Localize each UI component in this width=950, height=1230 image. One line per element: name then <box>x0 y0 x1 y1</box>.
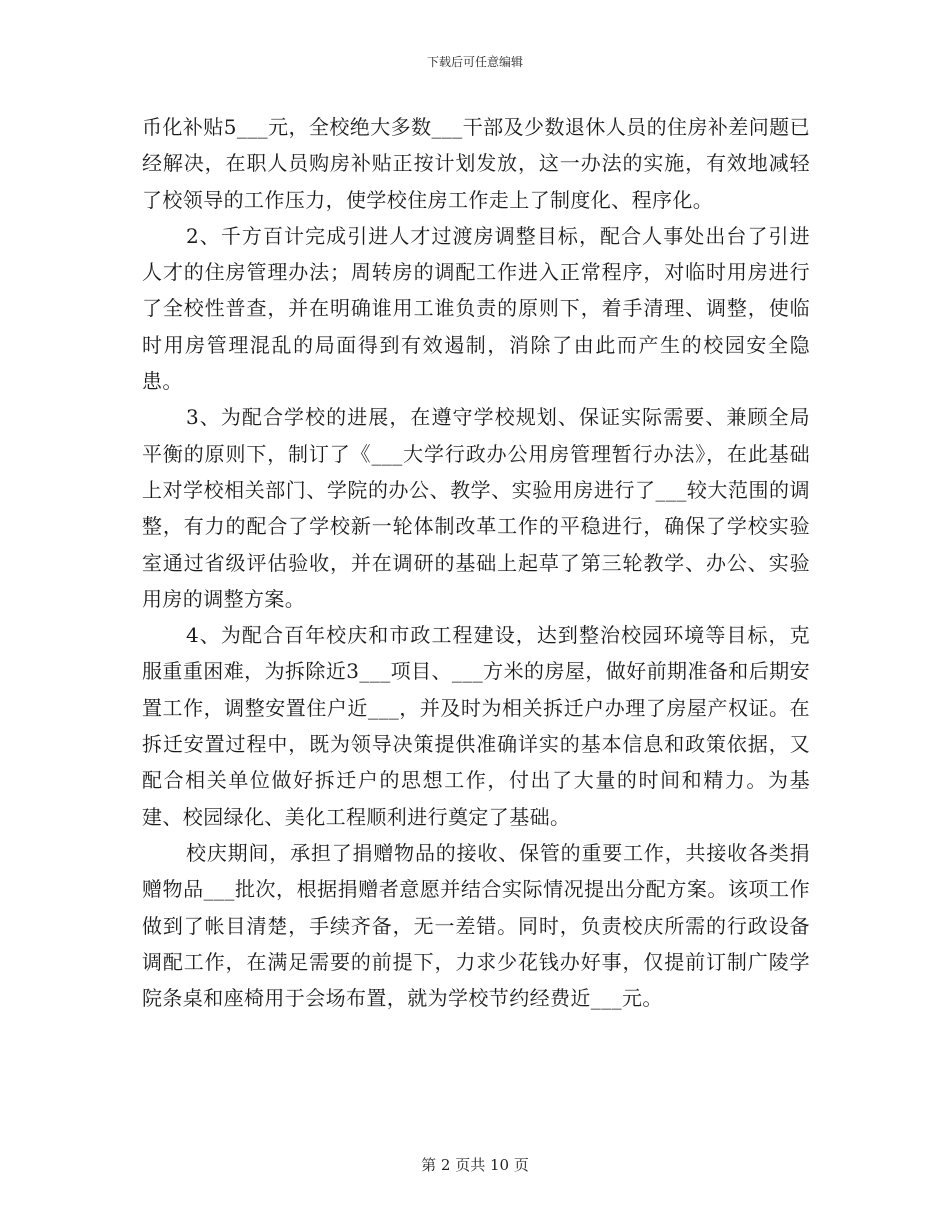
page-header: 下载后可任意编辑 <box>426 55 523 69</box>
paragraph-3: 3、为配合学校的进展，在遵守学校规划、保证实际需要、兼顾全局平衡的原则下，制订了《___大学行政办公用房管理暂行办法》，在此基础上对学校相关部门、学院的办公、教学、实验用房进行了___较大范围的调整，有力的配合了学校新一轮体制改革工作的平稳进行，确保了学校实验室通过省级评估验收，并在调研的基础上起草了第三轮教学、办公、实验用房的调整方案。 <box>142 405 810 611</box>
paragraph-2: 2、千方百计完成引进人才过渡房调整目标，配合人事处出台了引进人才的住房管理办法；周转房的调配工作进入正常程序，对临时用房进行了全校性普查，并在明确谁用工谁负责的原则下，着手清理、调整，使临时用房管理混乱的局面得到有效遏制，消除了由此而产生的校园安全隐患。 <box>142 223 810 394</box>
paragraph-1: 币化补贴5___元，全校绝大多数___干部及少数退休人员的住房补差问题已经解决，在职人员购房补贴正按计划发放，这一办法的实施，有效地减轻了校领导的工作压力，使学校住房工作走上了制度化、程序化。 <box>142 115 810 212</box>
paragraph-4: 4、为配合百年校庆和市政工程建设，达到整治校园环境等目标，克服重重困难，为拆除近3___项目、___方米的房屋，做好前期准备和后期安置工作，调整安置住户近___，并及时为相关拆迁户办理了房屋产权证。在拆迁安置过程中，既为领导决策提供准确详实的基本信息和政策依据，又配合相关单位做好拆迁户的思想工作，付出了大量的时间和精力。为基建、校园绿化、美化工程顺利进行奠定了基础。 <box>142 623 810 829</box>
paragraph-5: 校庆期间，承担了捐赠物品的接收、保管的重要工作，共接收各类捐赠物品___批次，根据捐赠者意愿并结合实际情况提出分配方案。该项工作做到了帐目清楚，手续齐备，无一差错。同时，负责校庆所需的行政设备调配工作，在满足需要的前提下，力求少花钱办好事，仅提前订制广陵学院条桌和座椅用于会场布置，就为学校节约经费近___元。 <box>142 840 810 1011</box>
document-body <box>142 109 810 1016</box>
page-footer: 第 2 页共 10 页 <box>421 1156 529 1174</box>
